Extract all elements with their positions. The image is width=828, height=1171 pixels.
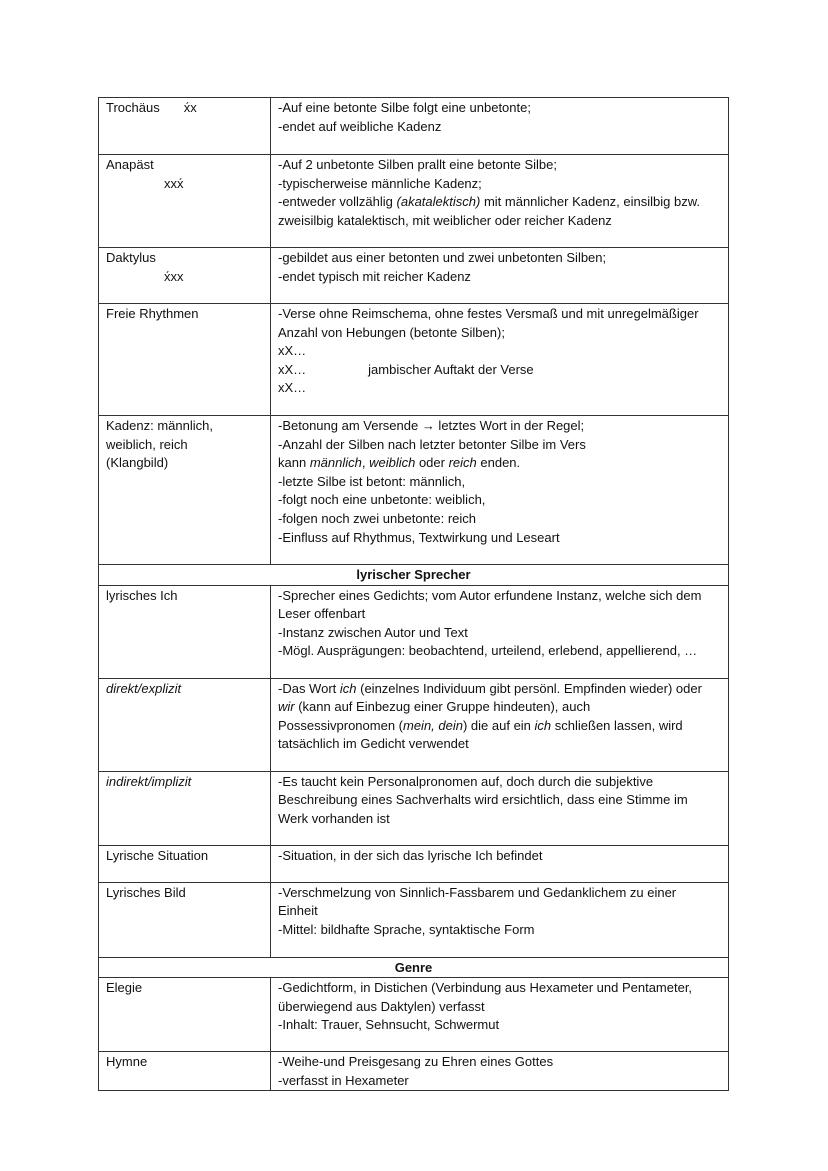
- term-cell: [99, 155, 271, 248]
- term-label: Hymne: [106, 1054, 148, 1070]
- text-segment: -Sprecher eines Gedichts; vom Autor erfundene Instanz, welche sich dem: [278, 587, 702, 603]
- text-segment: überwiegend aus Daktylen) verfasst: [278, 998, 485, 1014]
- term-line: [106, 99, 263, 118]
- text-segment: -verfasst in Hexameter: [278, 1072, 409, 1088]
- term-cell: [99, 978, 271, 1052]
- description-line: [278, 473, 721, 492]
- description-line: [278, 1072, 721, 1091]
- description-cell: [271, 978, 729, 1052]
- description-cell: [271, 585, 729, 678]
- text-segment: -Auf 2 unbetonte Silben prallt eine betonte Silbe;: [278, 157, 557, 172]
- description-line: [278, 847, 721, 866]
- term-label: Lyrische Situation: [106, 847, 209, 863]
- text-segment: -gebildet aus einer betonten und zwei unbetonten Silben;: [278, 250, 607, 265]
- description-line: [278, 249, 721, 268]
- table-row: [99, 416, 729, 565]
- text-segment: -folgt noch eine unbetonte: weiblich,: [278, 492, 486, 508]
- description-line: [278, 99, 721, 118]
- text-segment: -Weihe-und Preisgesang zu Ehren eines Gottes: [278, 1054, 554, 1070]
- emphasis-text: männlich: [309, 455, 362, 471]
- description-cell: [271, 1052, 729, 1091]
- text-segment: (einzelnes Individuum gibt persönl. Empfinden wieder) oder: [356, 680, 702, 696]
- text-segment: -Anzahl der Silben nach letzter betonter Silbe im Vers: [278, 436, 586, 452]
- description-line: [278, 417, 721, 436]
- description-line: [278, 921, 721, 940]
- description-line: [278, 361, 721, 380]
- text-segment: -Mögl. Ausprägungen: beobachtend, urteilend, erlebend, appellierend, …: [278, 643, 698, 659]
- description-cell: [271, 98, 729, 155]
- text-segment: kann: [278, 455, 310, 471]
- text-segment: -Es taucht kein Personalpronomen auf, doch durch die subjektive: [278, 773, 654, 789]
- text-segment: xX…: [278, 343, 307, 359]
- table-row: [99, 155, 729, 248]
- section-title: lyrischer Sprecher: [99, 565, 729, 586]
- text-segment: Einheit: [278, 903, 318, 919]
- text-segment: (kann auf Einbezug einer Gruppe hindeuten), auch: [294, 699, 591, 715]
- term-label: (Klangbild): [106, 455, 169, 471]
- emphasis-text: mein, dein: [403, 717, 463, 733]
- emphasis-text: wir: [278, 699, 295, 715]
- table-row: [99, 678, 729, 771]
- description-line: [278, 1016, 721, 1035]
- term-cell: [99, 416, 271, 565]
- description-line: [278, 642, 721, 661]
- term-label: direkt/explizit: [106, 680, 182, 696]
- text-segment: -Mittel: bildhafte Sprache, syntaktische Form: [278, 921, 535, 937]
- term-cell: [99, 882, 271, 957]
- description-line: [278, 979, 721, 998]
- table-row: [99, 882, 729, 957]
- text-segment: tatsächlich im Gedicht verwendet: [278, 736, 469, 752]
- description-line: [278, 680, 721, 699]
- description-cell: [271, 248, 729, 304]
- meter-notation: xxx́: [164, 175, 184, 191]
- term-label: Freie Rhythmen: [106, 306, 199, 321]
- description-line: [278, 510, 721, 529]
- text-segment: zweisilbig katalektisch, mit weiblicher oder reicher Kadenz: [278, 212, 612, 228]
- term-cell: [99, 248, 271, 304]
- text-segment: ,: [361, 455, 370, 471]
- text-segment: -Verschmelzung von Sinnlich-Fassbarem und Gedanklichem zu einer: [278, 884, 677, 900]
- description-line: [278, 118, 721, 137]
- emphasis-text: reich: [448, 455, 477, 471]
- term-cell: [99, 1052, 271, 1091]
- description-line: [278, 698, 721, 717]
- text-segment: -Situation, in der sich das lyrische Ich befindet: [278, 847, 543, 863]
- text-segment: -folgen noch zwei unbetonte: reich: [278, 510, 477, 526]
- description-cell: [271, 882, 729, 957]
- description-line: [278, 587, 721, 606]
- text-segment: -Einfluss auf Rhythmus, Textwirkung und Leseart: [278, 529, 560, 545]
- description-line: [278, 810, 721, 829]
- description-cell: [271, 416, 729, 565]
- section-header-row: [99, 565, 729, 586]
- description-cell: [271, 304, 729, 416]
- text-segment: Anzahl von Hebungen (betonte Silben);: [278, 324, 505, 340]
- term-label: weiblich, reich: [106, 436, 188, 452]
- table-row: [99, 845, 729, 882]
- description-line: [278, 791, 721, 810]
- description-line: [278, 156, 721, 175]
- term-label: Elegie: [106, 980, 143, 996]
- text-segment: Beschreibung eines Sachverhalts wird ersichtlich, dass eine Stimme im: [278, 792, 688, 808]
- table-row: [99, 978, 729, 1052]
- description-line: [278, 605, 721, 624]
- description-line: [278, 454, 721, 473]
- term-label: Trochäus: [106, 100, 160, 115]
- description-line: [278, 268, 721, 287]
- emphasis-text: (akatalektisch): [396, 194, 481, 210]
- term-cell: [99, 845, 271, 882]
- description-line: [278, 624, 721, 643]
- description-line: [278, 379, 721, 398]
- term-cell: [99, 678, 271, 771]
- term-label: Lyrisches Bild: [106, 884, 186, 900]
- text-segment: -Betonung am Versende → letztes Wort in der Regel;: [278, 418, 585, 433]
- emphasis-text: ich: [339, 680, 357, 696]
- text-segment: ) die auf ein: [462, 717, 535, 733]
- description-line: [278, 212, 721, 231]
- table-row: [99, 771, 729, 845]
- description-line: [278, 773, 721, 792]
- text-segment: -letzte Silbe ist betont: männlich,: [278, 473, 466, 489]
- section-title: Genre: [99, 957, 729, 978]
- term-cell: [99, 304, 271, 416]
- text-segment: xX…: [278, 361, 307, 377]
- table-row: [99, 585, 729, 678]
- text-segment: -Das Wort: [278, 680, 340, 696]
- description-cell: [271, 155, 729, 248]
- description-cell: [271, 678, 729, 771]
- text-segment: -Instanz zwischen Autor und Text: [278, 624, 468, 640]
- description-line: [278, 193, 721, 212]
- text-segment: -Inhalt: Trauer, Sehnsucht, Schwermut: [278, 1017, 500, 1033]
- text-segment: jambischer Auftakt der Verse: [368, 361, 534, 377]
- table-row: [99, 98, 729, 155]
- description-line: [278, 1053, 721, 1072]
- term-cell: [99, 585, 271, 678]
- text-segment: enden.: [476, 455, 521, 471]
- text-segment: -typischerweise männliche Kadenz;: [278, 175, 482, 191]
- term-label: lyrisches Ich: [106, 587, 178, 603]
- term-cell: [99, 98, 271, 155]
- text-segment: oder: [415, 455, 449, 471]
- text-segment: xX…: [278, 380, 307, 396]
- document-page: [98, 97, 729, 1091]
- text-segment: -endet auf weibliche Kadenz: [278, 118, 442, 134]
- description-line: [278, 884, 721, 903]
- description-line: [278, 436, 721, 455]
- text-segment: -Gedichtform, in Distichen (Verbindung aus Hexameter und Pentameter,: [278, 980, 693, 996]
- term-cell: [99, 771, 271, 845]
- term-label: Kadenz: männlich,: [106, 418, 213, 433]
- meter-notation: x́xx: [164, 268, 184, 284]
- text-segment: -Auf eine betonte Silbe folgt eine unbetonte;: [278, 100, 531, 115]
- text-segment: -endet typisch mit reicher Kadenz: [278, 268, 471, 284]
- description-line: [278, 175, 721, 194]
- description-cell: [271, 845, 729, 882]
- term-label: Anapäst: [106, 157, 154, 172]
- text-segment: Werk vorhanden ist: [278, 810, 390, 826]
- term-label: Daktylus: [106, 250, 156, 265]
- text-segment: -entweder vollzählig: [278, 194, 397, 210]
- description-line: [278, 717, 721, 736]
- description-line: [278, 305, 721, 324]
- text-segment: mit männlicher Kadenz, einsilbig bzw.: [480, 194, 700, 210]
- table-body: [99, 98, 729, 1091]
- text-segment: Possessivpronomen (: [278, 717, 403, 733]
- section-header-row: [99, 957, 729, 978]
- text-segment: Leser offenbart: [278, 606, 366, 622]
- description-line: [278, 342, 721, 361]
- term-label: indirekt/implizit: [106, 773, 192, 789]
- description-cell: [271, 771, 729, 845]
- emphasis-text: weiblich: [369, 455, 416, 471]
- text-segment: schließen lassen, wird: [551, 717, 683, 733]
- description-line: [278, 735, 721, 754]
- text-segment: -Verse ohne Reimschema, ohne festes Versmaß und mit unregelmäßiger: [278, 306, 699, 321]
- description-line: [278, 529, 721, 548]
- emphasis-text: ich: [534, 717, 552, 733]
- table-row: [99, 1052, 729, 1091]
- table-row: [99, 248, 729, 304]
- description-line: [278, 902, 721, 921]
- description-line: [278, 998, 721, 1017]
- description-line: [278, 491, 721, 510]
- table-row: [99, 304, 729, 416]
- description-line: [278, 324, 721, 343]
- meter-notation: x́x: [183, 100, 197, 115]
- terminology-table: [98, 97, 729, 1091]
